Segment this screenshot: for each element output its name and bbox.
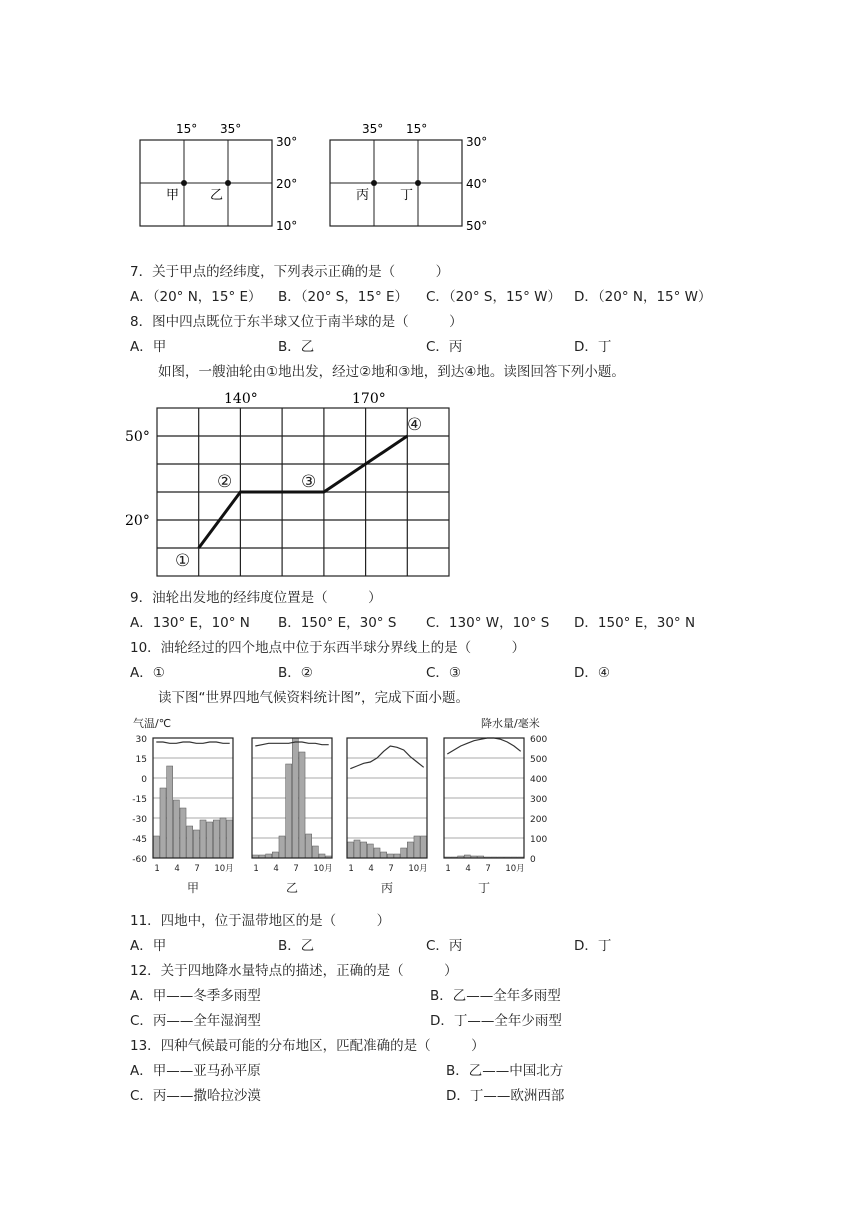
ship-route-figure xyxy=(124,386,464,582)
station-name: 丙 xyxy=(381,881,394,895)
question-10-stem: 10．油轮经过的四个地点中位于东西半球分界线上的是（ ） xyxy=(130,640,526,656)
question-11-option: B．乙 xyxy=(278,938,315,954)
grid-left-right-label: 30° xyxy=(276,135,298,149)
route-point-4: ④ xyxy=(407,415,423,435)
precipitation-bar xyxy=(381,852,387,858)
precipitation-bar xyxy=(220,818,226,858)
question-9-option: B．150° E，30° S xyxy=(278,615,397,631)
climate-charts-figure xyxy=(125,714,565,900)
grid-left-right-label: 20° xyxy=(276,177,298,191)
month-tick-label: 4 xyxy=(174,864,180,874)
precipitation-bar xyxy=(374,848,380,858)
temperature-tick-label: 0 xyxy=(141,775,147,785)
point-bing-label: 丙 xyxy=(356,188,370,203)
route-top-label: 170° xyxy=(352,391,386,407)
question-10-option: B．② xyxy=(278,665,313,681)
precipitation-bar xyxy=(299,752,305,858)
month-tick-label: 1 xyxy=(445,864,451,874)
precipitation-bar xyxy=(286,764,292,858)
question-7-option: B．（20° S，15° E） xyxy=(278,289,409,305)
month-tick-label: 4 xyxy=(465,864,471,874)
precipitation-tick-label: 200 xyxy=(530,815,548,825)
climate-intro: 读下图“世界四地气候资料统计图”，完成下面小题。 xyxy=(158,690,469,706)
station-name: 乙 xyxy=(286,881,299,895)
month-tick-label: 7 xyxy=(194,864,200,874)
question-7-option: D．（20° N，15° W） xyxy=(574,289,712,305)
precipitation-bar xyxy=(227,820,233,858)
precipitation-tick-label: 0 xyxy=(530,855,536,865)
question-12-option: B．乙——全年多雨型 xyxy=(430,988,561,1004)
precipitation-bar xyxy=(193,830,199,858)
month-tick-label: 1 xyxy=(154,864,160,874)
precipitation-bar xyxy=(292,738,298,858)
temperature-tick-label: -45 xyxy=(132,835,147,845)
route-point-1: ① xyxy=(175,551,191,571)
question-13-option: A．甲——亚马孙平原 xyxy=(130,1063,261,1079)
precipitation-bar xyxy=(272,852,278,858)
month-tick-label: 10月 xyxy=(505,864,525,874)
question-10-option: A．① xyxy=(130,665,165,681)
precipitation-tick-label: 100 xyxy=(530,835,548,845)
question-8-option: C．丙 xyxy=(426,339,463,355)
question-10-option: D．④ xyxy=(574,665,610,681)
grid-left-top-label: 15° xyxy=(176,122,198,136)
question-9-option: C．130° W，10° S xyxy=(426,615,550,631)
precipitation-bar xyxy=(312,846,318,858)
route-point-2: ② xyxy=(217,472,233,492)
precipitation-bar xyxy=(306,834,312,858)
question-7-stem: 7．关于甲点的经纬度，下列表示正确的是（ ） xyxy=(130,264,450,280)
question-8-option: D．丁 xyxy=(574,339,612,355)
point-yi-dot xyxy=(225,180,231,186)
precipitation-bar xyxy=(421,836,427,858)
month-tick-label: 7 xyxy=(293,864,299,874)
temperature-line xyxy=(156,742,229,743)
temperature-line xyxy=(350,746,423,769)
ship-route-intro: 如图，一艘油轮由①地出发，经过②地和③地，到达④地。读图回答下列小题。 xyxy=(158,364,625,380)
precipitation-bar xyxy=(173,800,179,858)
question-8-option: B．乙 xyxy=(278,339,315,355)
question-13-option: D．丁——欧洲西部 xyxy=(446,1088,565,1104)
temperature-tick-label: -15 xyxy=(132,795,147,805)
grid-right xyxy=(330,122,487,233)
question-10-option: C．③ xyxy=(426,665,462,681)
point-jia-label: 甲 xyxy=(166,188,180,203)
question-11-option: A．甲 xyxy=(130,938,167,954)
question-13-option: B．乙——中国北方 xyxy=(446,1063,564,1079)
precipitation-bar xyxy=(414,836,420,858)
lat-long-grids-figure xyxy=(120,118,520,240)
climate-panel-1 xyxy=(153,738,234,895)
precipitation-bar xyxy=(167,766,173,858)
route-top-label: 140° xyxy=(224,391,258,407)
question-9-option: D．150° E，30° N xyxy=(574,615,696,631)
question-12-option: D．丁——全年少雨型 xyxy=(430,1013,562,1029)
station-name: 甲 xyxy=(187,881,200,895)
climate-panel-3 xyxy=(347,738,428,895)
precipitation-bar xyxy=(207,822,213,858)
precipitation-bar xyxy=(407,842,413,858)
precipitation-bar xyxy=(347,842,353,858)
precipitation-axis-title: 降水量/毫米 xyxy=(481,717,540,730)
grid-right-right-label: 30° xyxy=(466,135,488,149)
month-tick-label: 7 xyxy=(485,864,491,874)
precipitation-bar xyxy=(213,820,219,858)
month-tick-label: 1 xyxy=(253,864,259,874)
precipitation-bar xyxy=(187,826,193,858)
precipitation-bar xyxy=(354,840,360,858)
grid-left xyxy=(140,122,297,233)
precipitation-bar xyxy=(153,836,159,858)
point-yi-label: 乙 xyxy=(210,188,224,203)
temperature-axis-title: 气温/℃ xyxy=(133,717,172,730)
question-7-option: A．（20° N，15° E） xyxy=(130,289,262,305)
precipitation-tick-label: 300 xyxy=(530,795,548,805)
temperature-line xyxy=(447,738,520,754)
precipitation-bar xyxy=(361,842,367,858)
question-13-option: C．丙——撒哈拉沙漠 xyxy=(130,1088,261,1104)
precipitation-bar xyxy=(180,808,186,858)
precipitation-tick-label: 500 xyxy=(530,755,548,765)
month-tick-label: 4 xyxy=(368,864,374,874)
point-ding-label: 丁 xyxy=(400,188,414,203)
precipitation-bar xyxy=(160,788,166,858)
climate-panel-2 xyxy=(252,738,333,895)
question-12-option: A．甲——冬季多雨型 xyxy=(130,988,261,1004)
temperature-line xyxy=(255,742,328,746)
temperature-tick-label: -60 xyxy=(132,855,147,865)
month-tick-label: 7 xyxy=(388,864,394,874)
temperature-tick-label: -30 xyxy=(132,815,147,825)
grid-right-top-label: 35° xyxy=(362,122,384,136)
question-8-stem: 8．图中四点既位于东半球又位于南半球的是（ ） xyxy=(130,314,463,330)
grid-right-top-label: 15° xyxy=(406,122,428,136)
question-7-option: C．（20° S，15° W） xyxy=(426,289,562,305)
temperature-tick-label: 30 xyxy=(135,735,147,745)
temperature-tick-label: 15 xyxy=(135,755,147,765)
climate-panel-4 xyxy=(444,738,525,895)
question-11-stem: 11．四地中，位于温带地区的是（ ） xyxy=(130,913,391,929)
month-tick-label: 10月 xyxy=(214,864,234,874)
month-tick-label: 1 xyxy=(348,864,354,874)
point-ding-dot xyxy=(415,180,421,186)
precipitation-tick-label: 600 xyxy=(530,735,548,745)
route-left-label: 20° xyxy=(125,513,150,529)
precipitation-tick-label: 400 xyxy=(530,775,548,785)
question-11-option: C．丙 xyxy=(426,938,463,954)
route-left-label: 50° xyxy=(125,429,150,445)
grid-left-right-label: 10° xyxy=(276,219,298,233)
question-13-stem: 13．四种气候最可能的分布地区，匹配准确的是（ ） xyxy=(130,1038,485,1054)
month-tick-label: 4 xyxy=(273,864,279,874)
point-jia-dot xyxy=(181,180,187,186)
route-point-3: ③ xyxy=(301,472,317,492)
question-12-option: C．丙——全年湿润型 xyxy=(130,1013,261,1029)
grid-right-right-label: 40° xyxy=(466,177,488,191)
precipitation-bar xyxy=(401,848,407,858)
point-bing-dot xyxy=(371,180,377,186)
question-12-stem: 12．关于四地降水量特点的描述，正确的是（ ） xyxy=(130,963,458,979)
station-name: 丁 xyxy=(478,881,491,895)
precipitation-bar xyxy=(367,844,373,858)
month-tick-label: 10月 xyxy=(408,864,428,874)
question-11-option: D．丁 xyxy=(574,938,612,954)
grid-right-right-label: 50° xyxy=(466,219,488,233)
question-9-stem: 9．油轮出发地的经纬度位置是（ ） xyxy=(130,590,382,606)
question-8-option: A．甲 xyxy=(130,339,167,355)
precipitation-bar xyxy=(200,820,206,858)
question-9-option: A．130° E，10° N xyxy=(130,615,250,631)
grid-left-top-label: 35° xyxy=(220,122,242,136)
month-tick-label: 10月 xyxy=(313,864,333,874)
precipitation-bar xyxy=(279,836,285,858)
